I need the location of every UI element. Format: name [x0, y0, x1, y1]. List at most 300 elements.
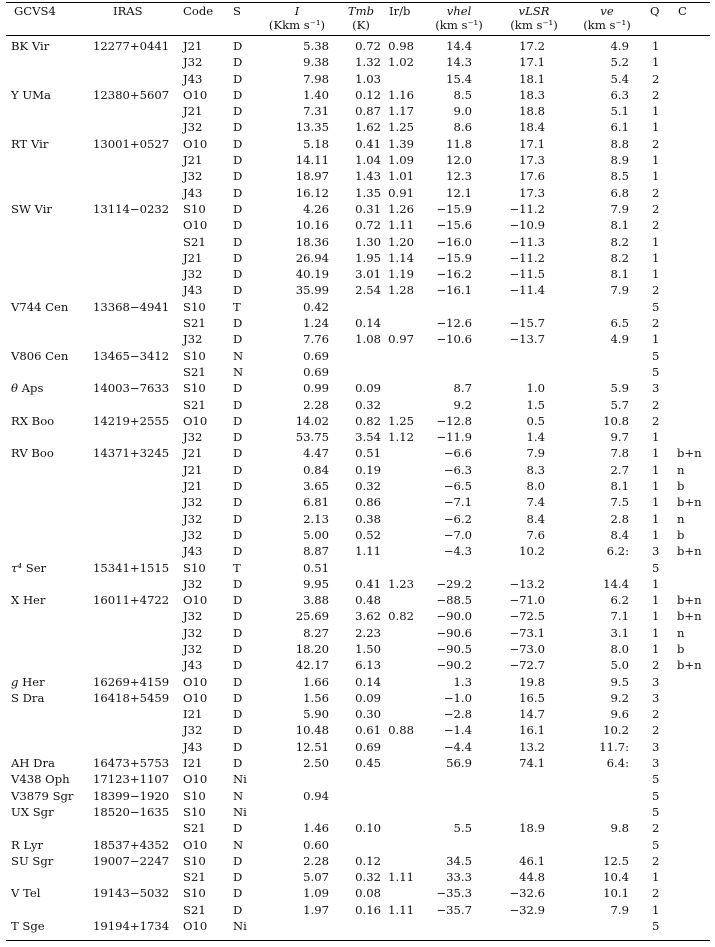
cell-vlsr: 17.6	[519, 169, 545, 184]
cell-tmb: 0.41	[355, 136, 381, 151]
cell-vlsr: 1.5	[526, 397, 545, 412]
cell-ir-ratio: 1.25	[388, 120, 414, 135]
cell-intensity: 10.48	[295, 723, 329, 738]
cell-tmb: 0.10	[355, 821, 381, 836]
cell-intensity: 13.35	[295, 120, 329, 135]
table-row	[0, 348, 715, 364]
header-s: S	[233, 4, 241, 18]
cell-ir-ratio: 1.19	[388, 267, 414, 282]
cell-code: S10	[183, 853, 206, 868]
cell-vhel: −11.9	[436, 430, 472, 445]
table-row	[0, 625, 715, 641]
cell-code: O10	[183, 772, 208, 787]
cell-c: b+n	[677, 593, 702, 608]
cell-ve: 8.8	[610, 136, 629, 151]
cell-vhel: −1.0	[443, 690, 472, 705]
cell-q: 1	[652, 495, 660, 510]
table-row	[0, 837, 715, 853]
cell-iras: 19007−2247	[93, 853, 170, 868]
table-row	[0, 54, 715, 70]
cell-q: 1	[652, 462, 660, 477]
cell-code: J32	[183, 120, 203, 135]
table-row	[0, 576, 715, 592]
cell-code: J32	[183, 576, 203, 591]
cell-gcvs: X Her	[11, 593, 46, 608]
cell-iras: 14219+2555	[93, 413, 170, 428]
cell-intensity: 1.66	[303, 674, 329, 689]
cell-q: 1	[652, 446, 660, 461]
cell-gcvs: UX Sgr	[11, 804, 54, 819]
table-row	[0, 706, 715, 722]
cell-q: 2	[652, 886, 660, 901]
table-row	[0, 397, 715, 413]
cell-tmb: 2.54	[355, 283, 381, 298]
cell-vlsr: 74.1	[519, 756, 545, 771]
cell-gcvs: S Dra	[11, 690, 45, 705]
header-tmb-symbol: Tmb	[347, 4, 375, 18]
table-row	[0, 413, 715, 429]
cell-ve: 7.9	[610, 902, 629, 917]
cell-ve: 6.4:	[606, 756, 629, 771]
table-row	[0, 364, 715, 380]
table-row	[0, 234, 715, 250]
cell-tmb: 0.12	[355, 87, 381, 102]
cell-ve: 10.8	[603, 413, 629, 428]
cell-intensity: 6.81	[303, 495, 329, 510]
cell-vhel: 12.0	[446, 153, 472, 168]
cell-c: b+n	[677, 544, 702, 559]
cell-gcvs: g Her	[11, 674, 45, 689]
cell-vhel: −90.5	[436, 641, 472, 656]
cell-tmb: 0.32	[355, 870, 381, 885]
cell-vhel: 33.3	[446, 870, 472, 885]
cell-tmb: 1.32	[355, 55, 381, 70]
cell-tmb: 0.31	[355, 201, 381, 216]
cell-q: 2	[652, 185, 660, 200]
cell-ir-ratio: 0.88	[388, 723, 414, 738]
cell-code: J32	[183, 55, 203, 70]
cell-vhel: 14.3	[446, 55, 472, 70]
cell-q: 3	[652, 544, 660, 559]
cell-ve: 7.1	[610, 609, 629, 624]
cell-intensity: 5.00	[303, 527, 329, 542]
table-row	[0, 690, 715, 706]
cell-intensity: 8.87	[303, 544, 329, 559]
cell-q: 1	[652, 39, 660, 53]
header-irb: Ir/b	[389, 4, 411, 18]
table-row	[0, 820, 715, 836]
cell-c: b+n	[677, 609, 702, 624]
cell-vhel: −15.9	[436, 250, 472, 265]
cell-code: J32	[183, 430, 203, 445]
cell-code: J21	[183, 104, 203, 119]
cell-s: D	[233, 55, 243, 70]
cell-s: N	[233, 348, 244, 363]
cell-tmb: 1.08	[355, 332, 381, 347]
cell-c: b	[677, 641, 685, 656]
cell-code: J32	[183, 641, 203, 656]
cell-intensity: 0.84	[303, 462, 329, 477]
cell-tmb: 0.61	[355, 723, 381, 738]
cell-code: O10	[183, 837, 208, 852]
cell-intensity: 3.65	[303, 479, 329, 494]
cell-vlsr: 8.3	[526, 462, 545, 477]
cell-q: 5	[652, 364, 660, 379]
cell-code: O10	[183, 690, 208, 705]
cell-ir-ratio: 0.82	[388, 609, 414, 624]
cell-tmb: 0.45	[355, 756, 381, 771]
cell-q: 2	[652, 821, 660, 836]
header-code: Code	[183, 4, 214, 18]
cell-s: D	[233, 185, 243, 200]
cell-iras: 18537+4352	[93, 837, 170, 852]
cell-vhel: 5.5	[453, 821, 472, 836]
table-row	[0, 918, 715, 934]
cell-iras: 16418+5459	[93, 690, 170, 705]
table-row	[0, 674, 715, 690]
cell-ir-ratio: 1.12	[388, 430, 414, 445]
cell-tmb: 1.43	[355, 169, 381, 184]
cell-vlsr: 19.8	[519, 674, 545, 689]
cell-intensity: 42.17	[295, 658, 329, 673]
cell-vlsr: −11.4	[509, 283, 545, 298]
cell-q: 1	[652, 609, 660, 624]
header-tmb	[344, 4, 378, 32]
cell-vlsr: 17.3	[519, 153, 545, 168]
cell-vhel: −16.2	[436, 267, 472, 282]
table-row	[0, 560, 715, 576]
cell-s: D	[233, 283, 243, 298]
cell-code: J21	[183, 153, 203, 168]
table-row	[0, 527, 715, 543]
header-iras: IRAS	[113, 4, 143, 18]
cell-vhel: −90.6	[436, 625, 472, 640]
table-row	[0, 771, 715, 787]
cell-code: J32	[183, 169, 203, 184]
cell-ve: 5.0	[610, 658, 629, 673]
cell-ve: 8.0	[610, 641, 629, 656]
cell-s: N	[233, 788, 244, 803]
cell-s: D	[233, 641, 243, 656]
cell-vlsr: 1.0	[526, 381, 545, 396]
cell-s: D	[233, 544, 243, 559]
cell-vlsr: 14.7	[519, 707, 545, 722]
cell-s: D	[233, 250, 243, 265]
cell-q: 5	[652, 299, 660, 314]
cell-q: 2	[652, 397, 660, 412]
cell-ve: 9.7	[610, 430, 629, 445]
cell-tmb: 0.08	[355, 886, 381, 901]
cell-code: S21	[183, 821, 206, 836]
cell-intensity: 0.60	[303, 837, 329, 852]
cell-ve: 7.9	[610, 201, 629, 216]
cell-vhel: 8.7	[453, 381, 472, 396]
cell-tmb: 0.52	[355, 527, 381, 542]
cell-gcvs: SW Vir	[11, 201, 52, 216]
cell-vlsr: 1.4	[526, 430, 545, 445]
cell-code: S21	[183, 316, 206, 331]
cell-ir-ratio: 1.16	[388, 87, 414, 102]
cell-q: 5	[652, 560, 660, 575]
cell-code: S10	[183, 299, 206, 314]
cell-vhel: −4.3	[443, 544, 472, 559]
cell-iras: 19143−5032	[93, 886, 170, 901]
cell-q: 3	[652, 690, 660, 705]
cell-vhel: −12.6	[436, 316, 472, 331]
cell-intensity: 5.07	[303, 870, 329, 885]
cell-s: D	[233, 902, 243, 917]
table-row	[0, 315, 715, 331]
cell-iras: 16473+5753	[93, 756, 170, 771]
cell-s: T	[233, 560, 241, 575]
cell-intensity: 0.42	[303, 299, 329, 314]
cell-ve: 3.1	[610, 625, 629, 640]
cell-vhel: −90.2	[436, 658, 472, 673]
cell-ve: 7.8	[610, 446, 629, 461]
cell-q: 1	[652, 641, 660, 656]
cell-ve: 7.9	[610, 283, 629, 298]
cell-ve: 8.2	[610, 234, 629, 249]
cell-code: J21	[183, 250, 203, 265]
cell-ve: 4.9	[610, 39, 629, 53]
table-row	[0, 71, 715, 87]
top-rule	[6, 2, 710, 3]
table-row	[0, 462, 715, 478]
table-row	[0, 299, 715, 315]
cell-ir-ratio: 1.11	[388, 902, 414, 917]
cell-ve: 7.5	[610, 495, 629, 510]
cell-ir-ratio: 1.14	[388, 250, 414, 265]
cell-code: J32	[183, 527, 203, 542]
cell-vlsr: −13.7	[509, 332, 545, 347]
cell-code: J32	[183, 332, 203, 347]
cell-code: S10	[183, 886, 206, 901]
cell-tmb: 0.51	[355, 446, 381, 461]
cell-vhel: −2.8	[443, 707, 472, 722]
cell-vhel: −88.5	[436, 593, 472, 608]
cell-ve: 5.4	[610, 71, 629, 86]
cell-vhel: −16.1	[436, 283, 472, 298]
cell-s: D	[233, 723, 243, 738]
cell-intensity: 0.69	[303, 364, 329, 379]
cell-q: 2	[652, 136, 660, 151]
cell-ve: 6.8	[610, 185, 629, 200]
cell-s: D	[233, 625, 243, 640]
cell-s: T	[233, 299, 241, 314]
cell-vhel: −15.6	[436, 218, 472, 233]
cell-q: 1	[652, 104, 660, 119]
cell-q: 1	[652, 870, 660, 885]
cell-iras: 18520−1635	[93, 804, 170, 819]
cell-tmb: 0.72	[355, 218, 381, 233]
cell-vhel: −35.3	[436, 886, 472, 901]
table-row	[0, 657, 715, 673]
cell-s: D	[233, 511, 243, 526]
cell-q: 3	[652, 756, 660, 771]
cell-code: O10	[183, 674, 208, 689]
cell-s: D	[233, 104, 243, 119]
header-i	[262, 4, 332, 32]
cell-intensity: 2.50	[303, 756, 329, 771]
cell-vhel: −1.4	[443, 723, 472, 738]
header-q: Q	[650, 4, 660, 18]
cell-vhel: −15.9	[436, 201, 472, 216]
cell-intensity: 1.40	[303, 87, 329, 102]
table-row	[0, 38, 715, 54]
cell-tmb: 1.35	[355, 185, 381, 200]
header-vhel-unit: (km s⁻¹)	[435, 18, 483, 32]
cell-vlsr: 18.1	[519, 71, 545, 86]
cell-code: J43	[183, 658, 203, 673]
cell-vhel: 9.0	[453, 104, 472, 119]
cell-vhel: 56.9	[446, 756, 472, 771]
cell-c: b+n	[677, 495, 702, 510]
cell-code: J32	[183, 511, 203, 526]
cell-vhel: −12.8	[436, 413, 472, 428]
header-i-unit: (Kkm s⁻¹)	[268, 18, 326, 32]
cell-intensity: 2.28	[303, 853, 329, 868]
cell-s: D	[233, 853, 243, 868]
cell-vlsr: −72.7	[509, 658, 545, 673]
cell-s: D	[233, 690, 243, 705]
cell-code: S10	[183, 804, 206, 819]
cell-code: J43	[183, 185, 203, 200]
cell-ve: 9.2	[610, 690, 629, 705]
cell-tmb: 0.16	[355, 902, 381, 917]
cell-vhel: −6.6	[443, 446, 472, 461]
cell-s: D	[233, 332, 243, 347]
cell-ir-ratio: 1.11	[388, 870, 414, 885]
cell-iras: 14371+3245	[93, 446, 170, 461]
table-row	[0, 722, 715, 738]
cell-code: S10	[183, 788, 206, 803]
cell-tmb: 0.72	[355, 39, 381, 53]
cell-gcvs: BK Vir	[11, 39, 50, 53]
cell-code: J32	[183, 267, 203, 282]
cell-s: D	[233, 39, 243, 53]
cell-code: S21	[183, 870, 206, 885]
cell-intensity: 18.97	[295, 169, 329, 184]
table-row	[0, 168, 715, 184]
cell-c: n	[677, 462, 685, 477]
cell-iras: 13465−3412	[93, 348, 170, 363]
cell-vlsr: −71.0	[509, 593, 545, 608]
cell-gcvs: Y UMa	[11, 87, 51, 102]
cell-code: J21	[183, 462, 203, 477]
cell-code: J43	[183, 739, 203, 754]
cell-ve: 8.2	[610, 250, 629, 265]
cell-ve: 5.9	[610, 381, 629, 396]
cell-s: D	[233, 739, 243, 754]
cell-q: 5	[652, 348, 660, 363]
cell-vhel: 8.5	[453, 87, 472, 102]
cell-q: 5	[652, 837, 660, 852]
cell-q: 5	[652, 919, 660, 934]
cell-s: D	[233, 267, 243, 282]
cell-tmb: 0.32	[355, 479, 381, 494]
cell-s: D	[233, 495, 243, 510]
cell-ve: 8.1	[610, 267, 629, 282]
cell-ir-ratio: 1.28	[388, 283, 414, 298]
cell-ve: 6.2:	[606, 544, 629, 559]
cell-intensity: 14.02	[295, 413, 329, 428]
cell-code: O10	[183, 87, 208, 102]
cell-intensity: 8.27	[303, 625, 329, 640]
cell-vhel: 12.3	[446, 169, 472, 184]
cell-s: D	[233, 462, 243, 477]
cell-vlsr: −73.0	[509, 641, 545, 656]
cell-ve: 6.3	[610, 87, 629, 102]
cell-s: Ni	[233, 919, 247, 934]
cell-s: D	[233, 527, 243, 542]
cell-gcvs: V3879 Sgr	[11, 788, 74, 803]
cell-code: J21	[183, 446, 203, 461]
cell-intensity: 53.75	[295, 430, 329, 445]
cell-q: 1	[652, 120, 660, 135]
cell-q: 1	[652, 250, 660, 265]
cell-ve: 10.2	[603, 723, 629, 738]
cell-intensity: 35.99	[295, 283, 329, 298]
cell-iras: 13114−0232	[93, 201, 170, 216]
cell-q: 1	[652, 625, 660, 640]
cell-vlsr: 16.5	[519, 690, 545, 705]
table-row	[0, 478, 715, 494]
cell-vlsr: 17.2	[519, 39, 545, 53]
cell-q: 1	[652, 332, 660, 347]
table-row	[0, 282, 715, 298]
cell-intensity: 2.13	[303, 511, 329, 526]
cell-intensity: 2.28	[303, 397, 329, 412]
cell-vhel: −6.3	[443, 462, 472, 477]
cell-q: 2	[652, 71, 660, 86]
header-vhel	[428, 4, 490, 32]
cell-intensity: 1.09	[303, 886, 329, 901]
cell-q: 1	[652, 430, 660, 445]
cell-vlsr: 10.2	[519, 544, 545, 559]
cell-code: J32	[183, 609, 203, 624]
cell-intensity: 1.97	[303, 902, 329, 917]
table-row	[0, 250, 715, 266]
header-ve-unit: (km s⁻¹)	[583, 18, 631, 32]
cell-gcvs: R Lyr	[11, 837, 44, 852]
cell-vhel: −6.2	[443, 511, 472, 526]
cell-q: 5	[652, 788, 660, 803]
cell-vlsr: −11.2	[509, 201, 545, 216]
cell-c: b+n	[677, 446, 702, 461]
cell-intensity: 1.46	[303, 821, 329, 836]
cell-vlsr: −13.2	[509, 576, 545, 591]
cell-vlsr: 8.0	[526, 479, 545, 494]
table-row	[0, 853, 715, 869]
cell-vlsr: −73.1	[509, 625, 545, 640]
table-row	[0, 511, 715, 527]
cell-ve: 9.8	[610, 821, 629, 836]
cell-q: 1	[652, 55, 660, 70]
cell-vlsr: 17.3	[519, 185, 545, 200]
cell-vlsr: 18.8	[519, 104, 545, 119]
cell-ve: 8.1	[610, 218, 629, 233]
table-row	[0, 755, 715, 771]
cell-c: b	[677, 479, 685, 494]
cell-tmb: 2.23	[355, 625, 381, 640]
cell-s: D	[233, 674, 243, 689]
cell-s: D	[233, 413, 243, 428]
cell-vlsr: 7.4	[526, 495, 545, 510]
cell-q: 2	[652, 316, 660, 331]
cell-ir-ratio: 1.39	[388, 136, 414, 151]
cell-s: D	[233, 886, 243, 901]
cell-vhel: 15.4	[446, 71, 472, 86]
